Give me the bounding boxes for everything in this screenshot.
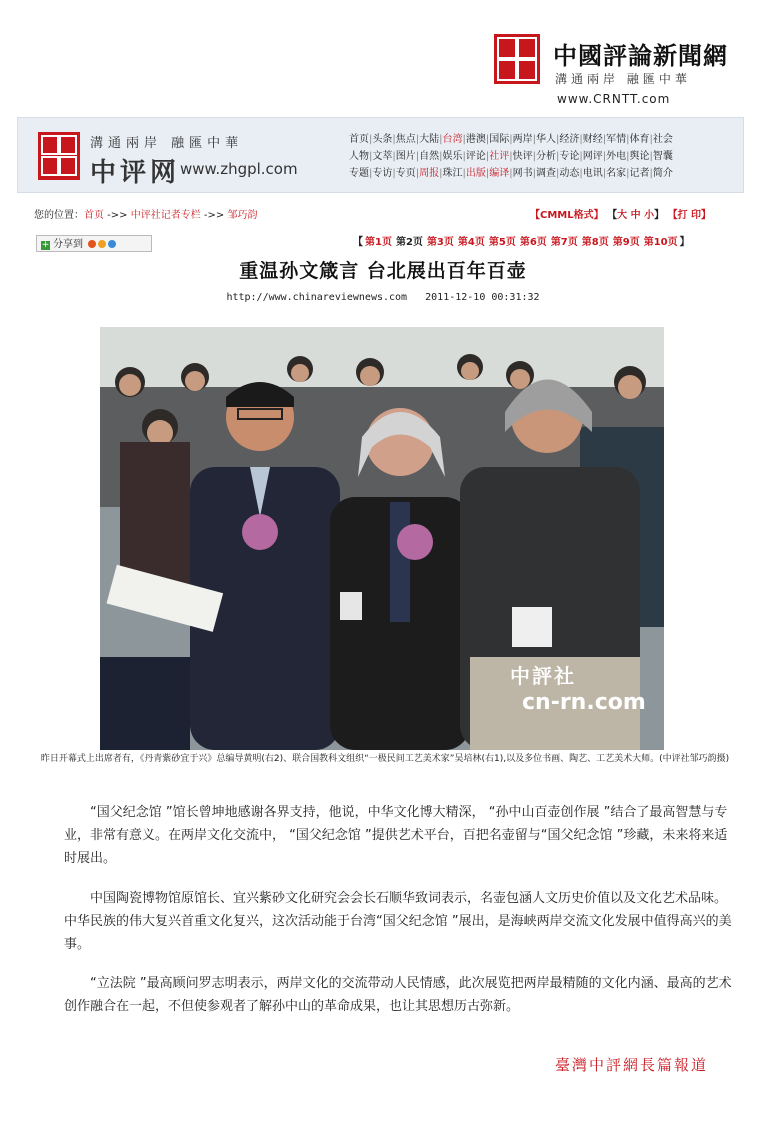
nav-separator: |	[602, 168, 607, 179]
source-url[interactable]: http://www.chinareviewnews.com	[226, 292, 408, 303]
page-link-3[interactable]: 第3页	[426, 237, 454, 248]
page-link-2[interactable]: 第2页	[395, 237, 423, 248]
article-tools	[530, 206, 711, 221]
article-source	[0, 292, 766, 303]
breadcrumb-prefix: 您的位置：	[34, 210, 84, 221]
page-link-8[interactable]: 第8页	[581, 237, 609, 248]
photo-caption: 昨日开幕式上出席者有，《丹青紫砂宜于兴》总编导黄明(右2)、联合国教科文组织“一极民间工艺美术家”吴培林(右1),以及多位书画、陶艺、工艺美术大师。(中评社邹巧韵摄)	[40, 754, 730, 764]
nav-separator: |	[626, 168, 630, 179]
nav-item[interactable]: 记者	[629, 168, 650, 179]
nav-separator: |	[415, 168, 420, 179]
nav-item[interactable]: 图片	[395, 151, 416, 162]
nav-separator: |	[485, 168, 490, 179]
renren-icon[interactable]	[108, 240, 116, 248]
site-slogan: 溝通兩岸 融匯中華	[555, 72, 691, 86]
page-link-9[interactable]: 第9页	[612, 237, 640, 248]
share-button[interactable]	[36, 235, 152, 252]
nav-separator: |	[369, 168, 373, 179]
nav-separator: |	[392, 168, 396, 179]
nav-item[interactable]: 娱乐	[442, 151, 463, 162]
article-paragraph: 中国陶瓷博物馆原馆长、宜兴紫砂文化研究会会长石顺华致词表示，名壶包涵人文历史价值以及文化艺术品味。中华民族的伟大复兴首重文化复兴，这次活动能于台湾“国父纪念馆 ”展出，是海峡两岸交流文化发展中值得高兴的美事。	[64, 891, 732, 952]
breadcrumb-column[interactable]: 中评社记者专栏	[130, 210, 201, 221]
nav-separator: |	[579, 134, 583, 145]
nav-separator: |	[462, 134, 466, 145]
nav-separator: |	[649, 151, 653, 162]
nav-item[interactable]: 周报	[419, 168, 440, 179]
article-paragraph: “立法院 ”最高顾问罗志明表示，两岸文化的交流带动人民情感，此次展览把两岸最精随的文化内涵、最高的艺术创作融合在一起，不但使参观者了解孙中山的革命成果，也让其思想历古弥新。	[64, 976, 732, 1014]
breadcrumb-home[interactable]: 首页	[84, 210, 104, 221]
nav-separator: |	[556, 151, 560, 162]
nav-row	[349, 148, 744, 165]
nav-separator: |	[579, 168, 583, 179]
nav-separator: |	[602, 151, 607, 162]
nav-separator: |	[509, 134, 513, 145]
nav-item[interactable]: 出版	[465, 168, 486, 179]
print-link[interactable]: 【打 印】	[667, 210, 712, 221]
nav-item[interactable]: 体育	[629, 134, 650, 145]
nav-item[interactable]: 人物	[349, 151, 369, 162]
site-name: 中國評論新聞網	[553, 41, 728, 70]
crntt-logo-icon	[494, 34, 540, 84]
nav-row	[349, 131, 744, 148]
font-size-open: 【	[607, 210, 618, 221]
nav-item[interactable]: 首页	[349, 134, 369, 145]
nav-separator: |	[556, 134, 560, 145]
nav-item[interactable]: 网书	[512, 168, 533, 179]
nav-separator: |	[626, 151, 630, 162]
nav-separator: |	[439, 134, 443, 145]
breadcrumb-separator: ->>	[200, 210, 228, 221]
site-banner	[17, 117, 744, 193]
nav-item[interactable]: 焦点	[395, 134, 416, 145]
nav-item[interactable]: 分析	[536, 151, 556, 162]
nav-item[interactable]: 编译	[489, 168, 510, 179]
font-size-close: 】	[654, 210, 665, 221]
nav-separator: |	[602, 134, 607, 145]
breadcrumb-author[interactable]: 邹巧韵	[227, 210, 258, 221]
nav-separator: |	[392, 151, 396, 162]
nav-separator: |	[439, 151, 443, 162]
banner-site-name[interactable]: 中评网	[90, 158, 181, 188]
nav-separator: |	[532, 168, 536, 179]
nav-separator: |	[439, 168, 443, 179]
nav-separator: |	[462, 151, 466, 162]
nav-item[interactable]: 文萃	[372, 151, 393, 162]
photo-scene	[100, 327, 664, 750]
nav-separator: |	[509, 151, 513, 162]
breadcrumb-separator: ->>	[104, 210, 131, 221]
nav-item[interactable]: 财经	[582, 134, 603, 145]
nav-item[interactable]: 简介	[652, 168, 673, 179]
nav-item[interactable]: 快评	[512, 151, 533, 162]
nav-separator: |	[369, 134, 373, 145]
plus-icon: +	[41, 240, 50, 250]
page-link-4[interactable]: 第4页	[457, 237, 485, 248]
nav-item[interactable]: 两岸	[512, 134, 533, 145]
page-link-1[interactable]: 第1页	[365, 237, 392, 248]
weibo-icon[interactable]	[88, 240, 96, 248]
breadcrumb	[34, 206, 257, 221]
nav-separator: |	[626, 134, 630, 145]
page-link-10[interactable]: 第10页	[643, 237, 678, 248]
nav-item[interactable]: 自然	[419, 151, 440, 162]
nav-item[interactable]: 专题	[349, 168, 369, 179]
nav-item[interactable]: 名家	[606, 168, 627, 179]
nav-separator: |	[579, 151, 583, 162]
timestamp: 2011-12-10 00:31:32	[425, 292, 540, 303]
page-link-7[interactable]: 第7页	[550, 237, 578, 248]
nav-item[interactable]: 调查	[536, 168, 556, 179]
font-medium-link[interactable]: 中	[630, 210, 641, 221]
font-small-link[interactable]: 小	[644, 210, 655, 221]
nav-separator: |	[485, 151, 490, 162]
nav-item[interactable]: 大陆	[419, 134, 440, 145]
nav-separator: |	[532, 134, 536, 145]
nav-item[interactable]: 华人	[536, 134, 556, 145]
nav-item[interactable]: 社会	[652, 134, 673, 145]
nav-item[interactable]: 专访	[372, 168, 393, 179]
nav-item[interactable]: 经济	[559, 134, 580, 145]
cmml-format-link[interactable]: 【CMML格式】	[530, 210, 604, 221]
nav-item[interactable]: 港澳	[465, 134, 486, 145]
nav-item[interactable]: 电讯	[582, 168, 603, 179]
page-link-6[interactable]: 第6页	[519, 237, 547, 248]
nav-item[interactable]: 台湾	[442, 134, 463, 145]
banner-slogan: 溝通兩岸 融匯中華	[90, 136, 244, 151]
main-nav	[349, 131, 744, 182]
font-large-link[interactable]: 大	[617, 210, 628, 221]
nav-separator: |	[392, 134, 396, 145]
nav-separator: |	[462, 168, 466, 179]
article-title: 重温孙文箴言 台北展出百年百壶	[239, 260, 527, 282]
nav-separator: |	[509, 168, 513, 179]
share-label: 分享到	[53, 239, 83, 250]
nav-item[interactable]: 动态	[559, 168, 580, 179]
nav-separator: |	[556, 168, 560, 179]
nav-separator: |	[485, 134, 490, 145]
nav-separator: |	[415, 134, 420, 145]
nav-item[interactable]: 网评	[582, 151, 603, 162]
nav-item[interactable]: 专页	[395, 168, 416, 179]
nav-item[interactable]: 头条	[372, 134, 393, 145]
article-signoff: 臺灣中評網長篇報道	[555, 1056, 709, 1074]
page-link-5[interactable]: 第5页	[488, 237, 516, 248]
nav-separator: |	[532, 151, 536, 162]
article-photo	[100, 327, 664, 750]
article-paragraph: “国父纪念馆 ”馆长曾坤地感谢各界支持，他说，中华文化博大精深， “孙中山百壶创作展 ”结合了最高智慧与专业，非常有意义。在两岸文化交流中， “国父纪念馆 ”提供艺术平台，百把名壶留与“国父纪念馆 ”珍藏，未来将来适时展出。	[64, 805, 728, 866]
qzone-icon[interactable]	[98, 240, 106, 248]
nav-item[interactable]: 外电	[606, 151, 627, 162]
nav-separator: |	[369, 151, 373, 162]
nav-item[interactable]: 舆论	[629, 151, 650, 162]
nav-item[interactable]: 评论	[465, 151, 486, 162]
pagination	[353, 233, 690, 248]
nav-item[interactable]: 军情	[606, 134, 627, 145]
nav-separator: |	[649, 168, 653, 179]
nav-item[interactable]: 专论	[559, 151, 580, 162]
site-url[interactable]: www.CRNTT.com	[557, 92, 671, 106]
zhgpl-logo-icon[interactable]	[38, 132, 80, 180]
nav-item[interactable]: 智囊	[652, 151, 673, 162]
photo-watermark-cn: 中評社	[510, 664, 576, 688]
pager-close: 】	[679, 237, 690, 248]
nav-separator: |	[415, 151, 420, 162]
banner-url[interactable]: www.zhgpl.com	[180, 160, 298, 178]
nav-item[interactable]: 国际	[489, 134, 510, 145]
photo-watermark-en: cn-rn.com	[522, 690, 646, 715]
nav-row	[349, 165, 744, 182]
nav-separator: |	[649, 134, 653, 145]
pager-open: 【	[353, 237, 363, 248]
nav-item[interactable]: 社评	[489, 151, 510, 162]
nav-item[interactable]: 珠江	[442, 168, 463, 179]
